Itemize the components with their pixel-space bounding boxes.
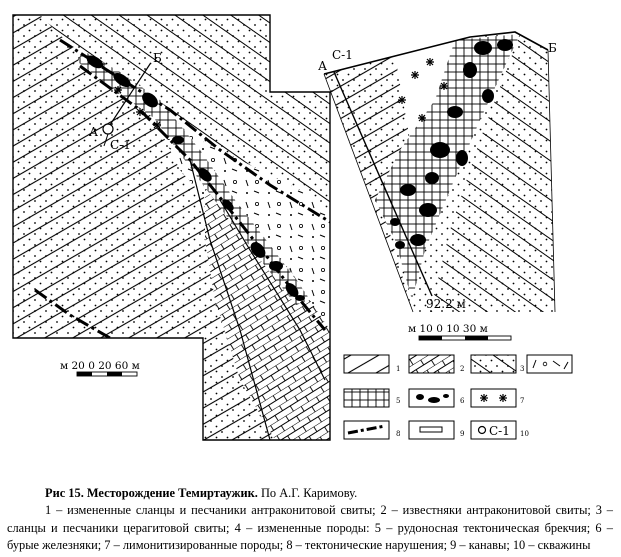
caption-legend: 1 – измененные сланцы и песчаники антраконитовой свиты; 2 – известняки антраконитовой свиты; 3 – сланцы и песчаники церагитовой свиты; 4 – измененные породы: 5 – рудоносная тектоническая брекчия; 6 – бурые железняки; 7 – лимонитизированные породы; 8 – тектонические нарушения; 9 – канавы; 10 – скважины [7, 503, 613, 553]
legend-item-1 [344, 355, 400, 373]
svg-text:3: 3 [520, 365, 525, 373]
svg-text:10: 10 [520, 430, 529, 438]
svg-text:м 10 0 10 30 м: м 10 0 10 30 м [408, 323, 488, 335]
plan-borehole-label: С-1 [110, 138, 131, 152]
legend-item-10 [471, 421, 529, 439]
legend-item-9 [409, 421, 464, 439]
svg-text:6: 6 [460, 397, 465, 405]
legend-item-2 [409, 355, 464, 373]
svg-text:9: 9 [460, 430, 465, 438]
section-start-label: А [318, 59, 328, 73]
svg-text:м 20 0 20 60 м: м 20 0 20 60 м [60, 360, 140, 372]
section-depth-label: 92.2 м [426, 297, 466, 311]
caption-author: По А.Г. Каримову. [257, 486, 358, 500]
legend-item-6 [409, 389, 465, 407]
legend-item-5 [344, 389, 400, 407]
plan-map [0, 0, 340, 450]
svg-text:1: 1 [396, 365, 401, 373]
section-scale-bar [408, 323, 511, 340]
legend-item-4 [527, 355, 572, 373]
svg-text:5: 5 [396, 397, 401, 405]
legend [344, 355, 572, 439]
svg-text:8: 8 [396, 430, 401, 438]
cross-section [318, 30, 560, 320]
plan-scale-bar [60, 360, 140, 376]
caption-title: Рис 15. Месторождение Темиртаужик. [45, 486, 258, 500]
legend-item-7 [471, 389, 524, 407]
legend-item-8 [344, 421, 400, 439]
figure-caption [7, 485, 613, 555]
svg-text:2: 2 [460, 365, 465, 373]
legend-item-3 [471, 355, 524, 373]
section-borehole-label: С-1 [332, 48, 353, 62]
plan-section-end-label: Б [153, 51, 162, 65]
plan-section-start-label: А [89, 125, 99, 139]
svg-text:7: 7 [520, 397, 525, 405]
svg-text:С-1: С-1 [489, 424, 510, 438]
section-end-label: Б [548, 41, 557, 55]
